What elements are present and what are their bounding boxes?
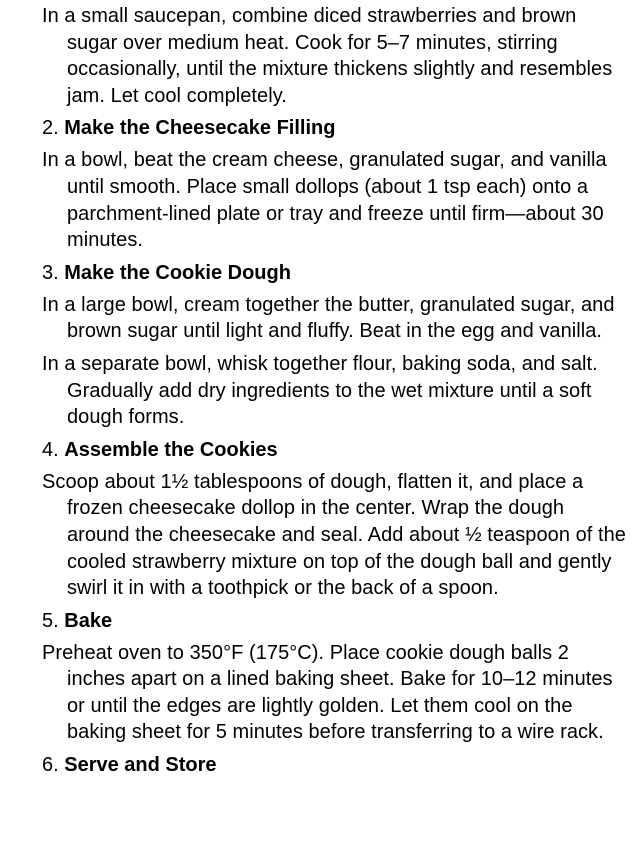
- cookie-dough-wet-text: In a large bowl, cream together the butter, granulated sugar, and brown sugar until light and fluffy. Beat in the egg and vanilla.: [42, 293, 615, 343]
- step-heading-serve-and-store: [42, 752, 632, 778]
- step-heading-assemble: [42, 437, 632, 463]
- step-number: 5.: [42, 609, 59, 632]
- step-title: Assemble the Cookies: [64, 438, 278, 461]
- step-number: 3.: [42, 261, 59, 284]
- step-title: Serve and Store: [64, 754, 217, 777]
- recipe-instructions: [42, 3, 632, 784]
- step-heading-bake: [42, 608, 632, 634]
- step-title: Make the Cheesecake Filling: [64, 117, 336, 140]
- step-title: Bake: [64, 609, 113, 632]
- step-number: 2.: [42, 117, 59, 140]
- cookie-dough-dry-text: In a separate bowl, whisk together flour, baking soda, and salt. Gradually add dry ingredients to the wet mixture until a soft dough forms.: [42, 352, 598, 429]
- step-number: 4.: [42, 438, 59, 461]
- bake-text: Preheat oven to 350°F (175°C). Place cookie dough balls 2 inches apart on a lined baking sheet. Bake for 10–12 minutes or until the edges are lightly golden. Let them cool on the baking sheet for 5 minutes before transferring to a wire rack.: [42, 641, 613, 744]
- assemble-text: Scoop about 1½ tablespoons of dough, flatten it, and place a frozen cheesecake dollop in the center. Wrap the dough around the cheesecake and seal. Add about ½ teaspoon of the cooled strawberry mixture on top of the dough ball and gently swirl it in with a toothpick or the back of a spoon.: [42, 470, 626, 600]
- step-number: 6.: [42, 754, 59, 777]
- step-title: Make the Cookie Dough: [64, 261, 291, 284]
- strawberry-mixture-text: In a small saucepan, combine diced strawberries and brown sugar over medium heat. Cook for 5–7 minutes, stirring occasionally, until the mixture thickens slightly and resembles jam. Let cool completely.: [42, 5, 613, 107]
- step-heading-cookie-dough: [42, 260, 632, 286]
- step-heading-cheesecake-filling: [42, 115, 632, 141]
- cheesecake-filling-text: In a bowl, beat the cream cheese, granulated sugar, and vanilla until smooth. Place small dollops (about 1 tsp each) onto a parchment-lined plate or tray and freeze until firm—about 30 minutes.: [42, 149, 607, 252]
